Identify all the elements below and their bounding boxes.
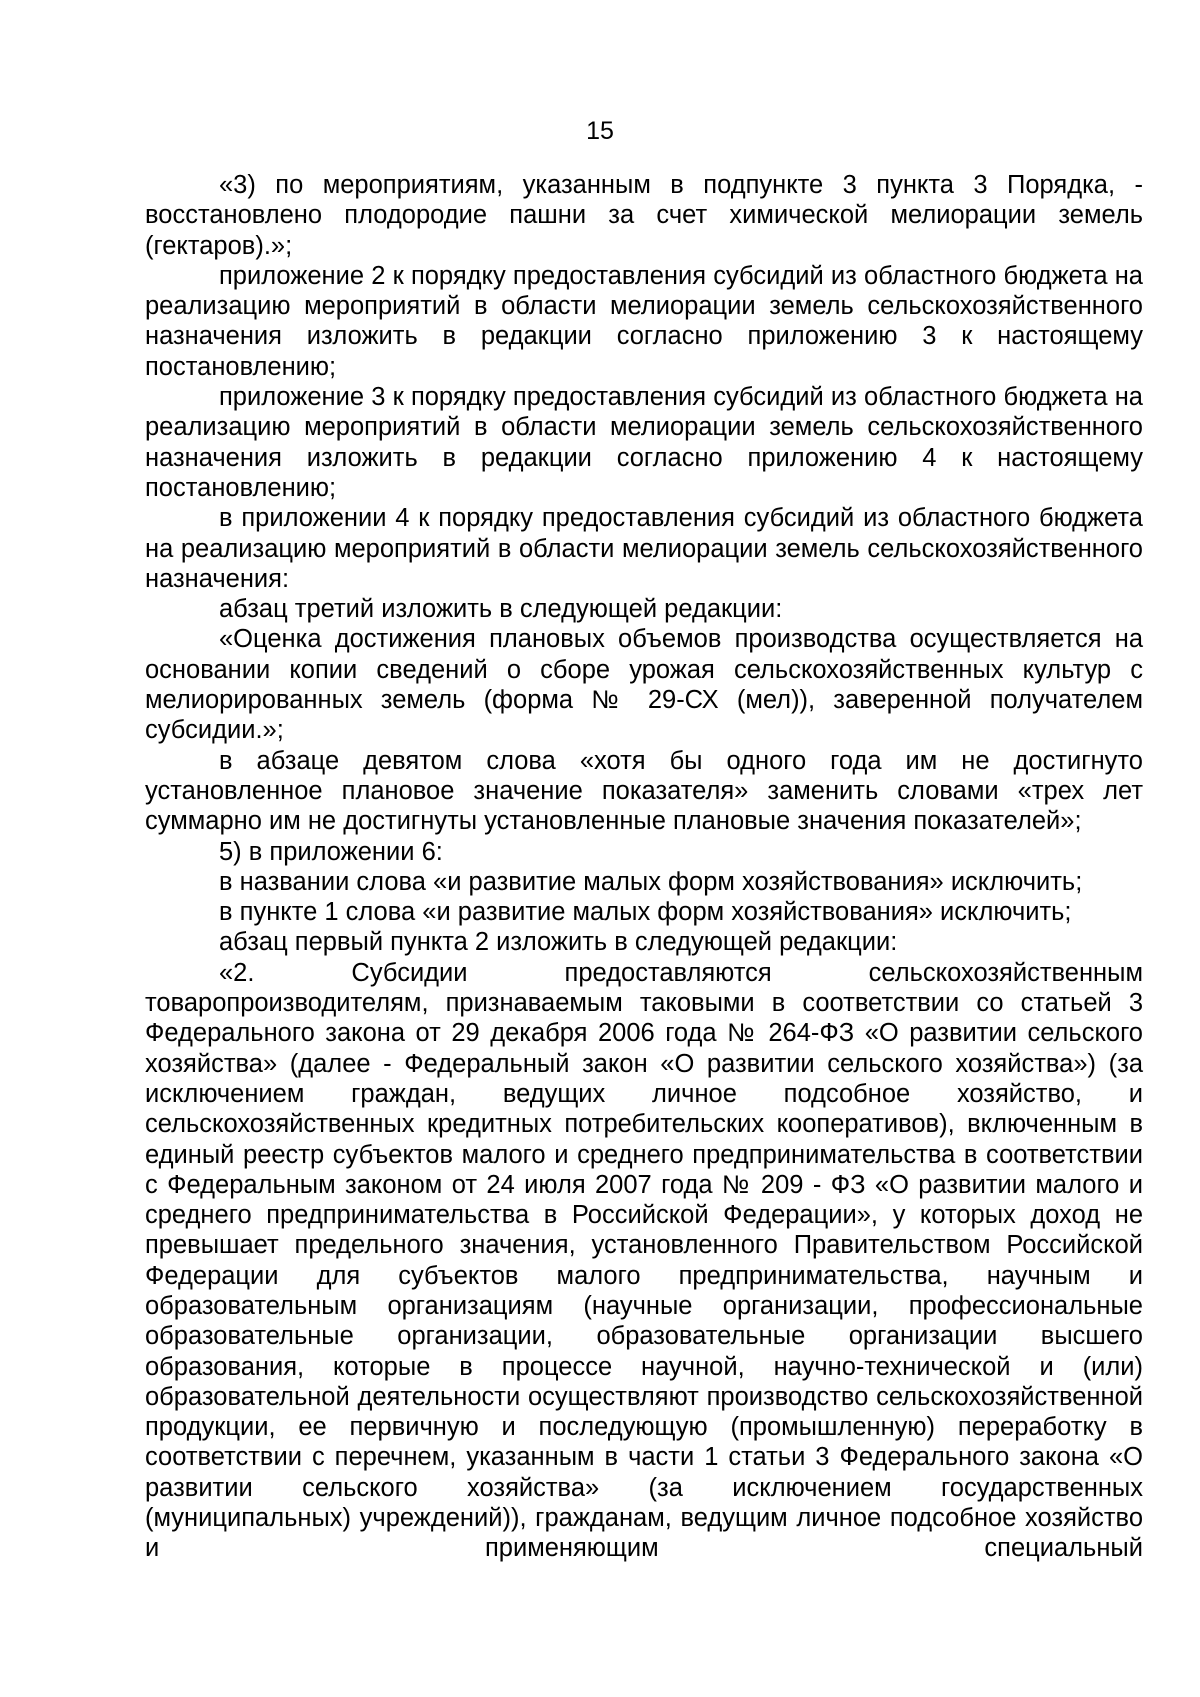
paragraph-4: в приложении 4 к порядку предоставления субсидий из областного бюджета на реализацию мероприятий в области мелиорации земель сельскохозяйственного назначения: bbox=[145, 504, 1143, 593]
paragraph-8: 5) в приложении 6: bbox=[219, 837, 443, 866]
paragraph-2: приложение 2 к порядку предоставления субсидий из областного бюджета на реализацию мероприятий в области мелиорации земель сельскохозяйственного назначения изложить в редакции согласно приложению 3 к настоящему постановлению; bbox=[145, 261, 1143, 381]
paragraph-5: абзац третий изложить в следующей редакции: bbox=[219, 595, 783, 624]
page-number: 15 bbox=[586, 117, 614, 145]
paragraph-12: «2. Субсидии предоставляются сельскохозяйственным товаропроизводителям, признаваемым таковыми в соответствии со статьей 3 Федерального закона от 29 декабря 2006 года № 264-ФЗ «О развитии сельского хозяйства» (далее - Федеральный закон «О развитии сельского хозяйства») (за исключением граждан, ведущих личное подсобное хозяйство, и сельскохозяйственных кредитных потребительских кооперативов), включенным в единый реестр субъектов малого и среднего предпринимательства в соответствии с Федеральным законом от 24 июля 2007 года № 209 - ФЗ «О развитии малого и среднего предпринимательства в Российской Федерации», у которых доход не превышает предельного значения, установленного Правительством Российской Федерации для субъектов малого предпринимательства, научным и образовательным организациям (научные организации, профессиональные образовательные организации, образовательные организации высшего образования, которые в процессе научной, научно-технической и (или) образовательной деятельности осуществляют производство сельскохозяйственной продукции, ее первичную и последующую (промышленную) переработку в соответствии с перечнем, указанным в части 1 статьи 3 Федерального закона «О развитии сельского хозяйства» (за исключением государственных (муниципальных) учреждений)), гражданам, ведущим личное подсобное хозяйство и применяющим специальный bbox=[145, 958, 1143, 1563]
paragraph-7: в абзаце девятом слова «хотя бы одного года им не достигнуто установленное плановое значение показателя» заменить словами «трех лет суммарно им не достигнуты установленные плановые значения показателей»; bbox=[145, 746, 1143, 836]
paragraph-9: в названии слова «и развитие малых форм хозяйствования» исключить; bbox=[219, 867, 1083, 896]
paragraph-3: приложение 3 к порядку предоставления субсидий из областного бюджета на реализацию мероприятий в области мелиорации земель сельскохозяйственного назначения изложить в редакции согласно приложению 4 к настоящему постановлению; bbox=[145, 383, 1143, 502]
paragraph-1: «3) по мероприятиям, указанным в подпункте 3 пункта 3 Порядка, - восстановлено плодородие пашни за счет химической мелиорации земель (гектаров).»; bbox=[145, 171, 1143, 260]
document-body bbox=[145, 170, 1143, 1564]
paragraph-6: «Оценка достижения плановых объемов производства осуществляется на основании копии сведений о сборе урожая сельскохозяйственных культур с мелиорированных земель (форма № 29-СХ (мел)), заверенной получателем субсидии.»; bbox=[145, 625, 1143, 745]
paragraph-11: абзац первый пункта 2 изложить в следующей редакции: bbox=[219, 928, 898, 957]
paragraph-10: в пункте 1 слова «и развитие малых форм хозяйствования» исключить; bbox=[219, 898, 1072, 927]
